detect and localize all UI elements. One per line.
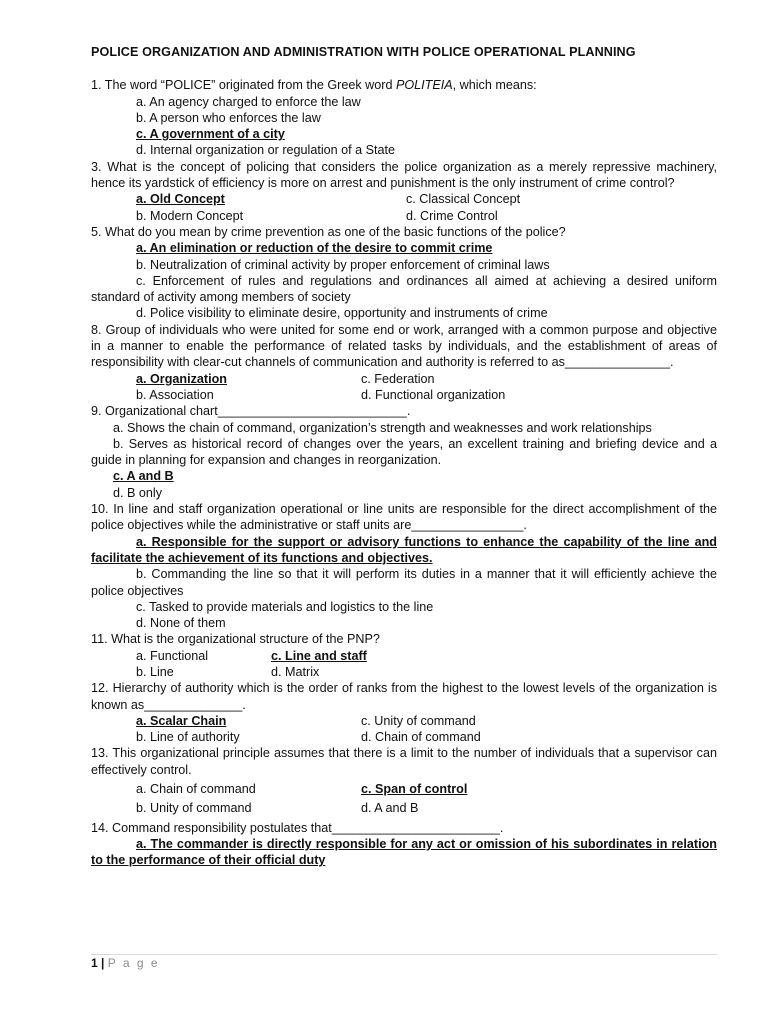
question-10: [91, 501, 717, 631]
question-9: [91, 403, 717, 501]
question-stem: 14. Command responsibility postulates that________________________.: [91, 820, 504, 835]
choice-a-answer: a. An elimination or reduction of the desire to commit crime: [136, 241, 493, 256]
question-stem: 8. Group of individuals who were united for some end or work, arranged with a common purpose and objective in a manner to enable the performance of related tasks by individuals, and the establishment of areas of responsibility with clear-cut channels of communication and authority is referred to as_______________.: [91, 322, 717, 370]
question-14: [91, 820, 717, 869]
choice-a-answer: a. Scalar Chain: [136, 713, 227, 728]
choice-c-answer: c. Line and staff: [271, 648, 367, 663]
document-title: POLICE ORGANIZATION AND ADMINISTRATION WITH POLICE OPERATIONAL PLANNING: [91, 45, 636, 59]
question-stem: 3. What is the concept of policing that considers the police organization as a merely repressive machinery, hence its yardstick of efficiency is more on arrest and punishment is the only instrument of crime control?: [91, 159, 717, 191]
choice-a-answer: a. Responsible for the support or advisory functions to enhance the capability of the line and facilitate the achievement of its functions and objectives.: [91, 534, 717, 565]
choice-a-answer: a. The commander is directly responsible for any act or omission of his subordinates in relation to the performance of their official duty: [91, 836, 717, 868]
choice-d: d. Internal organization or regulation of a State: [136, 143, 396, 158]
question-5: [91, 224, 717, 322]
question-stem: 10. In line and staff organization operational or line units are responsible for the direct accomplishment of the police objectives while the administrative or staff units are________________.: [91, 502, 717, 533]
choice-b: b. Line of authority: [136, 730, 240, 745]
question-stem: 1. The word “POLICE” originated from the Greek word POLITEIA, which means:: [91, 78, 537, 93]
choice-d: d. B only: [113, 485, 163, 500]
choice-c: c. Federation: [361, 371, 435, 386]
choice-b: b. Line: [136, 664, 174, 679]
choice-d: d. Police visibility to eliminate desire, opportunity and instruments of crime: [136, 306, 548, 321]
question-13: [91, 745, 717, 816]
choice-b: b. Modern Concept: [136, 208, 244, 223]
choice-c: c. Classical Concept: [406, 192, 521, 207]
choice-d: d. A and B: [361, 801, 419, 816]
page-footer: [91, 955, 160, 971]
page-number: 1: [91, 956, 98, 970]
choice-c-answer: c. Span of control: [361, 782, 468, 797]
page-label: P a g e: [107, 956, 160, 970]
choice-a-answer: a. Old Concept: [136, 192, 225, 207]
question-stem: 11. What is the organizational structure of the PNP?: [91, 632, 380, 647]
choice-d: d. Crime Control: [406, 208, 498, 223]
choice-d: d. Matrix: [271, 664, 320, 679]
choice-a: a. Shows the chain of command, organization’s strength and weaknesses and work relationships: [113, 420, 652, 435]
choice-c: c. Unity of command: [361, 713, 476, 728]
choice-a: a. Chain of command: [136, 782, 256, 797]
choice-d: d. Chain of command: [361, 730, 481, 745]
page-content: [91, 44, 717, 869]
choice-b: b. Serves as historical record of changes over the years, an excellent training and briefing device and a guide in planning for expansion and changes in reorganization.: [91, 436, 717, 468]
question-stem: 5. What do you mean by crime prevention as one of the basic functions of the police?: [91, 224, 566, 239]
question-11: [91, 631, 717, 680]
choice-c-answer: c. A government of a city: [136, 127, 285, 142]
choice-b: b. Unity of command: [136, 801, 252, 816]
choice-b: b. A person who enforces the law: [136, 110, 321, 125]
choice-c: c. Enforcement of rules and regulations and ordinances all aimed at achieving a desired uniform standard of activity among members of society: [91, 273, 717, 305]
footer-separator: |: [101, 956, 105, 970]
question-3: [91, 159, 717, 224]
question-8: [91, 322, 717, 403]
question-stem: 13. This organizational principle assumes that there is a limit to the number of individuals that a supervisor can effectively control.: [91, 746, 717, 777]
choice-b: b. Commanding the line so that it will perform its duties in a manner that it will efficiently achieve the police objectives: [91, 567, 717, 598]
choice-c: c. Tasked to provide materials and logistics to the line: [136, 599, 434, 614]
choice-a-answer: a. Organization: [136, 371, 227, 386]
question-12: [91, 680, 717, 745]
choice-d: d. Functional organization: [361, 387, 506, 402]
choice-b: b. Association: [136, 387, 214, 402]
question-stem: 9. Organizational chart___________________________.: [91, 404, 411, 419]
question-stem: 12. Hierarchy of authority which is the order of ranks from the highest to the lowest levels of the organization is known as______________.: [91, 681, 717, 712]
choice-d: d. None of them: [136, 616, 226, 631]
footer-divider: [91, 954, 717, 955]
choice-c-answer: c. A and B: [113, 469, 174, 484]
question-1: [91, 77, 717, 158]
choice-a: a. Functional: [136, 648, 209, 663]
choice-a: a. An agency charged to enforce the law: [136, 94, 361, 109]
choice-b: b. Neutralization of criminal activity by proper enforcement of criminal laws: [136, 257, 550, 272]
greek-word: POLITEIA: [395, 78, 453, 93]
